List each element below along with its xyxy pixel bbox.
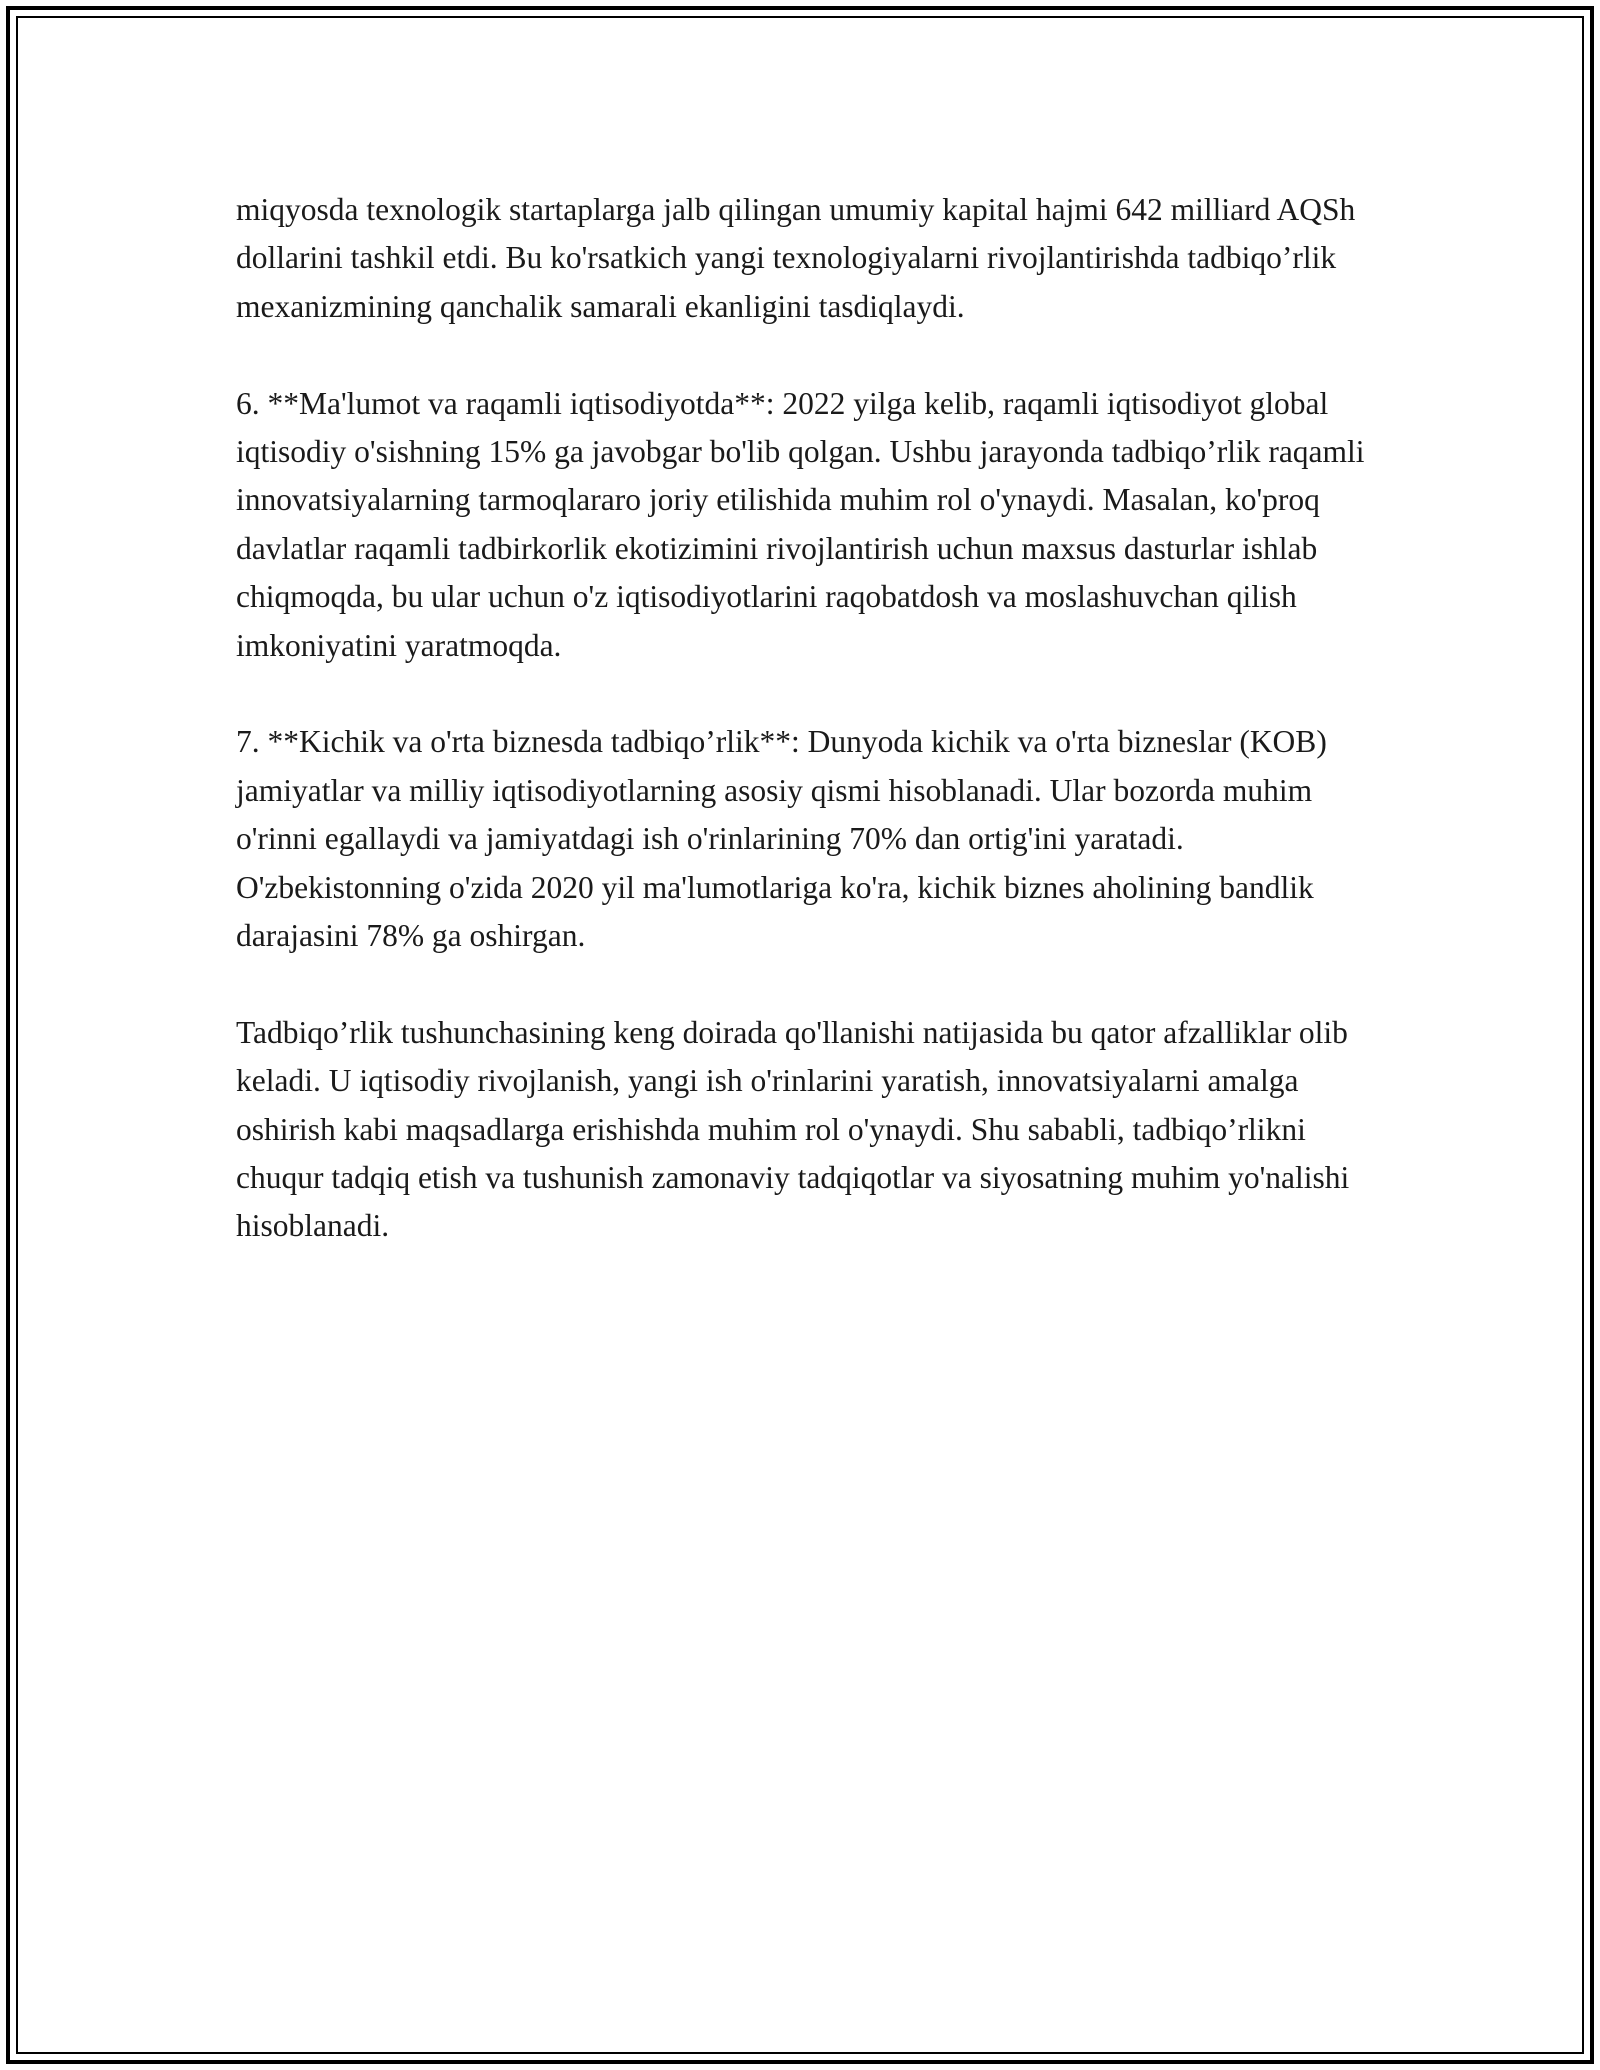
paragraph-item-7: 7. **Kichik va o'rta biznesda tadbiqo’rlik**: Dunyoda kichik va o'rta bizneslar (KOB) jamiyatlar va milliy iqtisodiyotlarning asosiy qismi hisoblanadi. Ular bozorda muhim o'rinni egallaydi va jamiyatdagi ish o'rinlarining 70% dan ortig'ini yaratadi. O'zbekistonning o'zida 2020 yil ma'lumotlariga ko'ra, kichik biznes aholining bandlik darajasini 78% ga oshirgan.: [236, 724, 1327, 954]
document-body: [236, 186, 1376, 1299]
paragraph-conclusion: Tadbiqo’rlik tushunchasining keng doirada qo'llanishi natijasida bu qator afzalliklar olib keladi. U iqtisodiy rivojlanish, yangi ish o'rinlarini yaratish, innovatsiyalarni amalga oshirish kabi maqsadlarga erishishda muhim rol o'ynaydi. Shu sababli, tadbiqo’rlikni chuqur tadqiq etish va tushunish zamonaviy tadqiqotlar va siyosatning muhim yo'nalishi hisoblanadi.: [236, 1014, 1350, 1244]
paragraph-item-6: 6. **Ma'lumot va raqamli iqtisodiyotda**: 2022 yilga kelib, raqamli iqtisodiyot global iqtisodiy o'sishning 15% ga javobgar bo'lib qolgan. Ushbu jarayonda tadbiqo’rlik raqamli innovatsiyalarning tarmoqlararo joriy etilishida muhim rol o'ynaydi. Masalan, ko'proq davlatlar raqamli tadbirkorlik ekotizimini rivojlantirish uchun maxsus dasturlar ishlab chiqmoqda, bu ular uchun o'z iqtisodiyotlarini raqobatdosh va moslashuvchan qilish imkoniyatini yaratmoqda.: [236, 385, 1365, 663]
paragraph-continuation: miqyosda texnologik startaplarga jalb qilingan umumiy kapital hajmi 642 milliard AQSh dollarini tashkil etdi. Bu ko'rsatkich yangi texnologiyalarni rivojlantirishda tadbiqo’rlik mexanizmining qanchalik samarali ekanligini tasdiqlaydi.: [236, 192, 1356, 324]
